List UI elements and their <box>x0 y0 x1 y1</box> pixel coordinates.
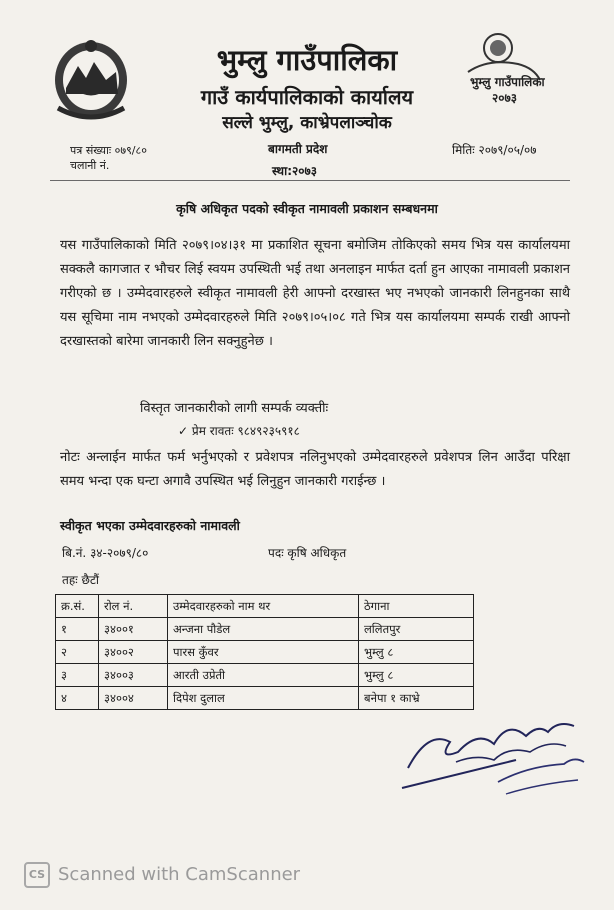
candidate-list-heading: स्वीकृत भएका उम्मेदवारहरुको नामावली <box>60 518 240 533</box>
table-header-row <box>56 595 474 618</box>
column-header: रोल नं. <box>99 595 168 618</box>
table-cell: भुम्लु ८ <box>359 641 474 664</box>
table-cell: १ <box>56 618 99 641</box>
notice-subject: कृषि अधिकृत पदको स्वीकृत नामावली प्रकाशन सम्बधनमा <box>176 201 438 216</box>
column-header: ठेगाना <box>359 595 474 618</box>
column-header: उम्मेदवारहरुको नाम थर <box>168 595 359 618</box>
table-cell: ललितपुर <box>359 618 474 641</box>
office-address: सल्ले भुम्लु, काभ्रेपलाञ्चोक <box>222 113 392 133</box>
table-cell: २ <box>56 641 99 664</box>
established-year: स्था:२०७३ <box>272 164 317 178</box>
table-cell: ३४००२ <box>99 641 168 664</box>
municipality-name: भुम्लु गाउँपालिका <box>216 43 398 77</box>
contact-label: विस्तृत जानकारीको लागी सम्पर्क व्यक्तीः <box>140 401 329 416</box>
table-cell: बनेपा १ काभ्रे <box>359 687 474 710</box>
table-cell: आरती उप्रेती <box>168 664 359 687</box>
table-cell: ३ <box>56 664 99 687</box>
office-name: गाउँ कार्यपालिकाको कार्यालय <box>200 85 414 109</box>
header-divider <box>50 180 570 181</box>
table-row <box>56 641 474 664</box>
table-cell: ३४००४ <box>99 687 168 710</box>
table-cell: दिपेश दुलाल <box>168 687 359 710</box>
camscanner-watermark <box>24 862 300 888</box>
table-cell: पारस कुँवर <box>168 641 359 664</box>
table-cell: भुम्लु ८ <box>359 664 474 687</box>
table-row <box>56 664 474 687</box>
notice-paragraph: यस गाउँपालिकाको मिति २०७९।०४।३१ मा प्रकाशित सूचना बमोजिम तोकिएको समय भित्र यस कार्यालयमा सक्कलै कागजात र भौचर लिई स्वयम उपस्थिती भई तथा अनलाइन मार्फत दर्ता हुन आएका नामावली प्रकाशन गरीएको छ । उम्मेदवारहरुले स्वीकृत नामावली हेरी आफ्नो दरखास्त भए नभएको जानकारी लिनहुनका साथै यस सूचिमा नाम नभएको उम्मेदवारहरुले मिति २०७९।०५।०८ गते भित्र यस कार्यालयमा सम्पर्क राखी आफ्नो दरखास्तको बारेमा जानकारी लिन सक्नुहुनेछ । <box>60 238 570 349</box>
svg-text:भुम्लु गाउँपालिका: भुम्लु गाउँपालिका <box>470 75 545 89</box>
dispatch-number: चलानी नं. <box>70 159 110 172</box>
column-header: क्र.सं. <box>56 595 99 618</box>
officer-signature <box>398 690 598 810</box>
reference-number: पत्र संख्याः ०७९/८० <box>70 144 147 157</box>
letter-date: मितिः २०७९/०५/०७ <box>452 143 537 157</box>
table-cell: ४ <box>56 687 99 710</box>
cs-logo-icon: CS <box>24 862 50 888</box>
post-name: पदः कृषि अधिकृत <box>268 546 347 560</box>
level-label: तहः छैटौं <box>62 573 100 587</box>
watermark-text: Scanned with CamScanner <box>58 864 301 885</box>
table-cell: अन्जना पौडेल <box>168 618 359 641</box>
notice-note: नोटः अन्लाईन मार्फत फर्म भर्नुभएको र प्रवेशपत्र नलिनुभएको उम्मेदवारहरुले प्रवेशपत्र लिन आउँदा परिक्षा समय भन्दा एक घन्टा अगावै उपस्थित भई लिनुहुन जानकारी गराईन्छ । <box>60 450 570 489</box>
table-cell: ३४००१ <box>99 618 168 641</box>
advertisement-number: बि.नं. ३४-२०७९/८० <box>62 546 149 560</box>
province-name: बागमती प्रदेश <box>268 142 328 156</box>
svg-text:२०७३: २०७३ <box>492 91 517 105</box>
table-cell: ३४००३ <box>99 664 168 687</box>
contact-person: ✓ प्रेम रावतः ९८४९२३५९१८ <box>178 424 300 438</box>
table-row <box>56 618 474 641</box>
